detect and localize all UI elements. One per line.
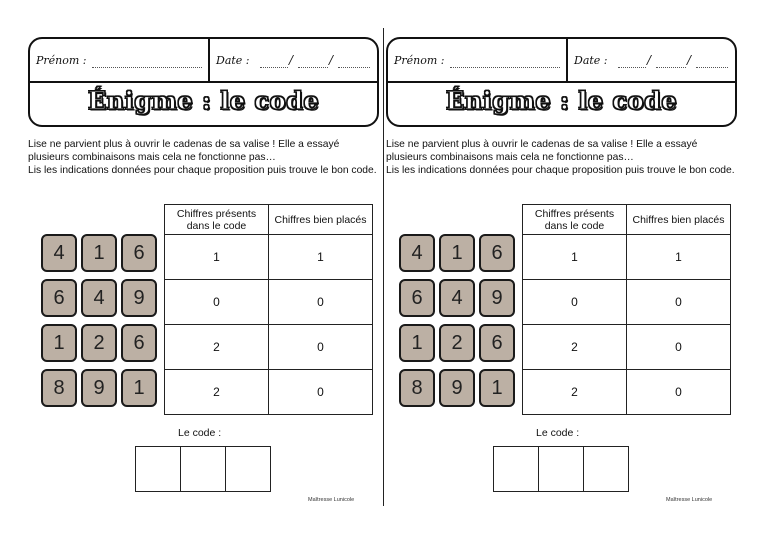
date-day-field[interactable] (260, 67, 288, 68)
present-count: 0 (165, 280, 269, 325)
digit-tile: 2 (439, 324, 475, 362)
digit-tile: 8 (41, 369, 77, 407)
code-digit-box[interactable] (583, 446, 629, 492)
clues-table (164, 204, 373, 415)
date-day-field[interactable] (618, 67, 646, 68)
instructions-story: Lise ne parvient plus à ouvrir le cadenas de sa valise ! Elle a essayé plusieurs combinaisons mais cela ne fonctionne pas… (386, 139, 698, 164)
code-digit-box[interactable] (135, 446, 181, 492)
name-date-row (388, 39, 735, 83)
header-separator (566, 39, 568, 81)
digit-tile: 1 (479, 369, 515, 407)
present-count: 2 (165, 370, 269, 415)
present-count: 0 (523, 280, 627, 325)
well-placed-count: 1 (269, 235, 373, 280)
digit-tile: 2 (81, 324, 117, 362)
table-row (165, 235, 373, 280)
digit-tile: 6 (479, 234, 515, 272)
well-placed-count: 0 (269, 280, 373, 325)
digit-tile: 9 (479, 279, 515, 317)
table-row (523, 325, 731, 370)
table-row (165, 370, 373, 415)
well-placed-count: 1 (627, 235, 731, 280)
digit-tile: 4 (41, 234, 77, 272)
worksheet-right (386, 0, 741, 543)
present-count: 1 (165, 235, 269, 280)
digit-tile: 6 (121, 324, 157, 362)
well-placed-count: 0 (627, 370, 731, 415)
date-year-field[interactable] (696, 67, 728, 68)
author-credit: Maîtresse Lunicole (666, 497, 713, 503)
digit-tile: 9 (439, 369, 475, 407)
page-title: Énigme : le code (445, 86, 678, 115)
date-month-field[interactable] (298, 67, 328, 68)
date-label: Date : (574, 54, 608, 67)
column-header-present: Chiffres présents dans le code (523, 205, 627, 235)
code-digit-box[interactable] (180, 446, 226, 492)
date-separator: / (329, 53, 334, 67)
column-header-well-placed: Chiffres bien placés (627, 205, 731, 235)
header-box (386, 37, 737, 127)
well-placed-count: 0 (627, 325, 731, 370)
table-row (523, 370, 731, 415)
digit-tile: 1 (81, 234, 117, 272)
table-row (165, 280, 373, 325)
instructions-story: Lise ne parvient plus à ouvrir le cadenas de sa valise ! Elle a essayé plusieurs combinaisons mais cela ne fonctionne pas… (28, 139, 340, 164)
date-separator: / (647, 53, 652, 67)
header-separator (208, 39, 210, 81)
digit-tile: 1 (41, 324, 77, 362)
digit-tile: 6 (399, 279, 435, 317)
well-placed-count: 0 (269, 370, 373, 415)
present-count: 2 (523, 370, 627, 415)
prenom-label: Prénom : (36, 54, 87, 67)
column-header-well-placed: Chiffres bien placés (269, 205, 373, 235)
digit-tile: 6 (479, 324, 515, 362)
code-answer-boxes (493, 446, 629, 492)
digit-tile: 1 (121, 369, 157, 407)
prenom-label: Prénom : (394, 54, 445, 67)
present-count: 2 (523, 325, 627, 370)
digit-tile: 1 (399, 324, 435, 362)
table-row (523, 280, 731, 325)
instructions (28, 138, 380, 178)
digit-tile: 6 (41, 279, 77, 317)
well-placed-count: 0 (627, 280, 731, 325)
code-digit-box[interactable] (225, 446, 271, 492)
date-separator: / (289, 53, 294, 67)
page-divider (383, 28, 384, 506)
clues-table (522, 204, 731, 415)
author-credit: Maîtresse Lunicole (308, 497, 355, 503)
instructions-task: Lis les indications données pour chaque proposition puis trouve le bon code. (386, 165, 735, 177)
code-digit-box[interactable] (493, 446, 539, 492)
digit-tile: 4 (81, 279, 117, 317)
digit-tile: 8 (399, 369, 435, 407)
column-header-present: Chiffres présents dans le code (165, 205, 269, 235)
present-count: 1 (523, 235, 627, 280)
table-row (165, 325, 373, 370)
well-placed-count: 0 (269, 325, 373, 370)
prenom-field[interactable] (92, 67, 202, 68)
date-month-field[interactable] (656, 67, 686, 68)
code-label: Le code : (536, 427, 580, 439)
header-box (28, 37, 379, 127)
prenom-field[interactable] (450, 67, 560, 68)
date-separator: / (687, 53, 692, 67)
digit-tile: 9 (121, 279, 157, 317)
code-digit-box[interactable] (538, 446, 584, 492)
worksheet-left (28, 0, 383, 543)
digit-tile: 6 (121, 234, 157, 272)
digit-tile: 1 (439, 234, 475, 272)
instructions (386, 138, 738, 178)
date-year-field[interactable] (338, 67, 370, 68)
page-title: Énigme : le code (87, 86, 320, 115)
code-answer-boxes (135, 446, 271, 492)
present-count: 2 (165, 325, 269, 370)
table-row (523, 235, 731, 280)
date-label: Date : (216, 54, 250, 67)
instructions-task: Lis les indications données pour chaque proposition puis trouve le bon code. (28, 165, 377, 177)
digit-tile: 4 (439, 279, 475, 317)
code-label: Le code : (178, 427, 222, 439)
digit-tile: 4 (399, 234, 435, 272)
name-date-row (30, 39, 377, 83)
digit-tile: 9 (81, 369, 117, 407)
